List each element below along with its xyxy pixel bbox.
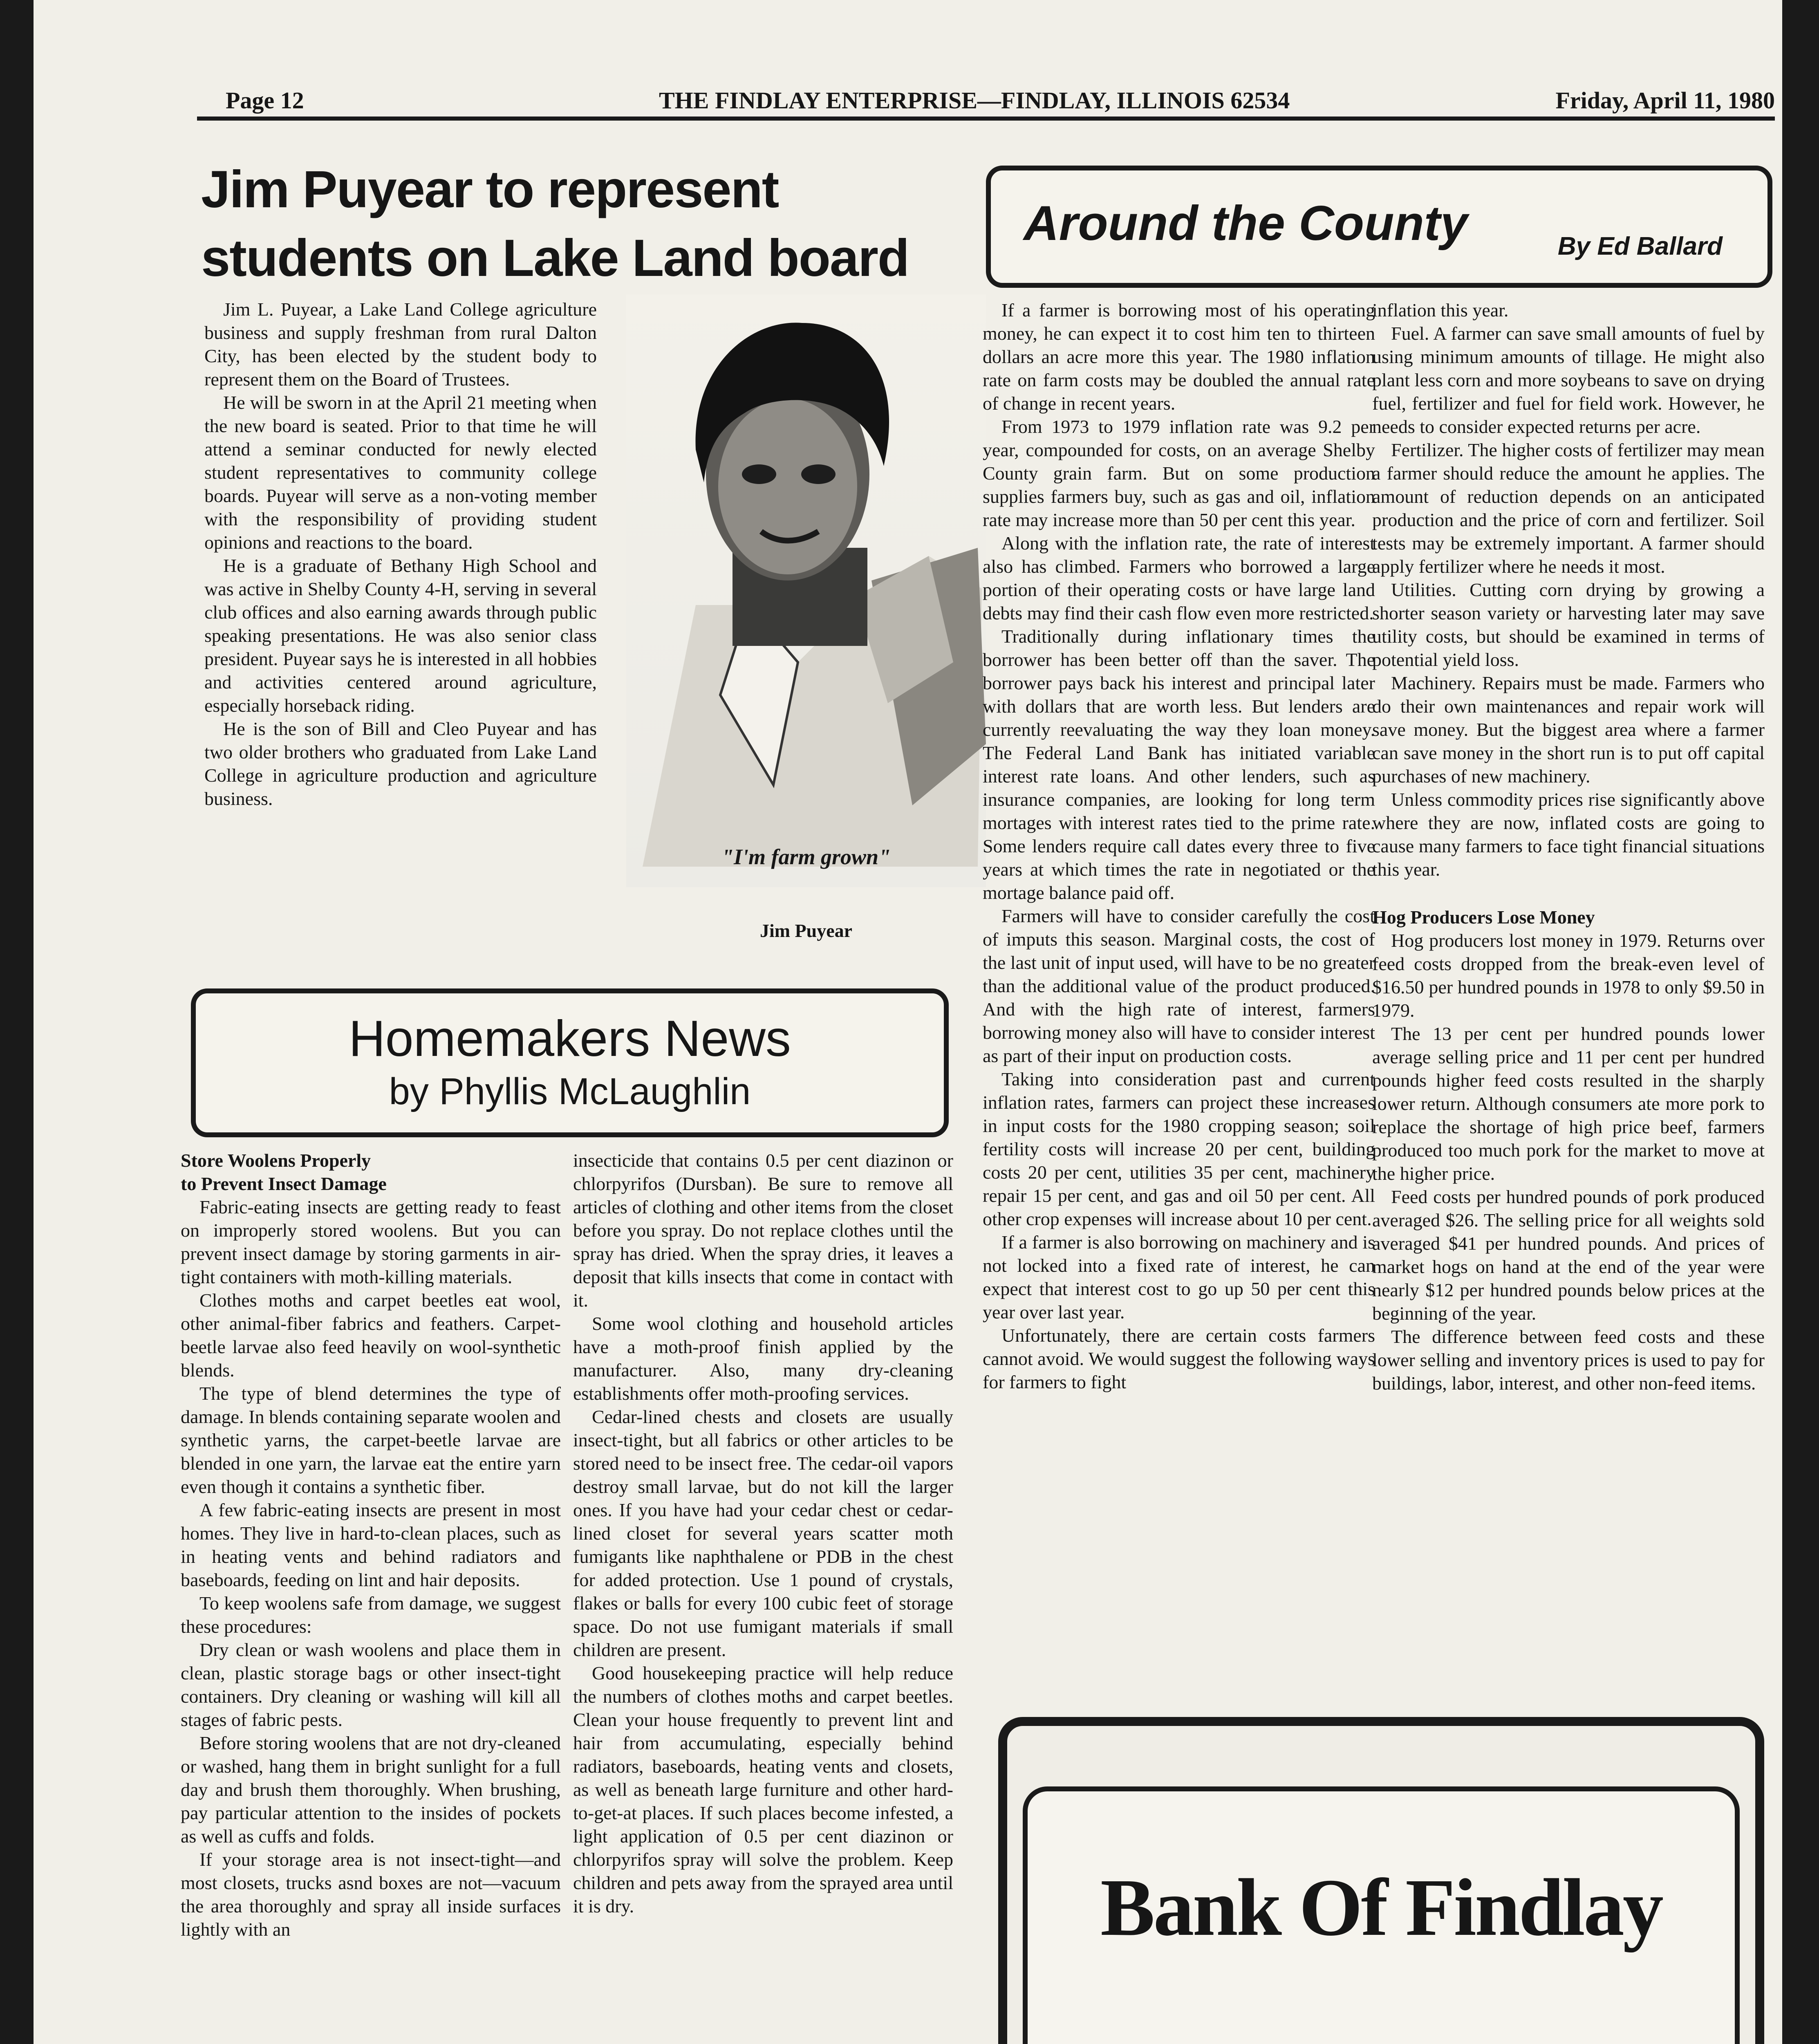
county-paragraph: Traditionally during inflationary times the borrower has been better off than the saver. The borrower pays back his interest and principal later with dollars that are worth less. But lenders are currently reevaluating the way they loan money. The Federal Land Bank has initiated variable interest rate loans. And other lenders, such as insurance companies, are looking for long term mortages with interest rates tied to the prime rate. Some lenders require call dates every three to five years at which times the rate in negotiated or the mortage balance paid off. — [983, 626, 1375, 903]
county-paragraph: Fertilizer. The higher costs of fertilizer may mean a farmer should reduce the amount he applies. The amount of reduction depends on an anticipated production and the price of corn and fertilizer. Soil tests may be extremely important. A farmer should apply fertilizer where he needs it most. — [1372, 439, 1765, 577]
homemakers-paragraph: To keep woolens safe from damage, we suggest these procedures: — [181, 1593, 561, 1637]
homemakers-paragraph: Cedar-lined chests and closets are usually insect-tight, but all fabrics or other articles to be stored need to be insect free. The cedar-oil vapors destroy small larvae, but do not kill the larger ones. If you have had your cedar chest or cedar-lined closet for several years scatter moth fumigants like naphthalene or PDB in the chest for added protection. Use 1 pound of crystals, flakes or balls for every 100 cubic feet of storage space. Do not use fumigant materials if small children are present. — [573, 1406, 953, 1660]
puyear-headline — [201, 155, 978, 293]
photo-caption: Jim Puyear — [759, 920, 853, 941]
homemakers-column-1 — [181, 1149, 561, 2044]
county-column-2 — [1372, 298, 1765, 1684]
photo-quote: "I'm farm grown" — [721, 845, 891, 869]
hog-paragraph: Feed costs per hundred pounds of pork produced averaged $26. The selling price for all weights sold averaged $41 per hundred pounds. And prices of market hogs on hand at the end of the year were nearly $12 per hundred pounds below prices at the beginning of the year. — [1372, 1186, 1765, 1324]
county-paragraph: Unless commodity prices rise significantly above where they are now, inflated costs are going to cause many farmers to face tight financial situations this year. — [1372, 789, 1765, 880]
puyear-article — [204, 298, 597, 944]
bank-ad — [1023, 1786, 1740, 2044]
masthead — [197, 84, 1775, 121]
homemakers-paragraph: If your storage area is not insect-tight—and most closets, trucks asnd boxes are not—vacuum the area thoroughly and spray all inside surfaces lightly with an — [181, 1849, 561, 1940]
page-number: Page 12 — [226, 87, 304, 114]
county-paragraph: Machinery. Repairs must be made. Farmers who do their own maintenances and repair work will save money. But the biggest area where a farmer can save money in the short run is to put off capital purchases of new machinery. — [1372, 672, 1765, 787]
homemakers-paragraph: Fabric-eating insects are getting ready to feast on improperly stored woolens. But you can prevent insect damage by storing garments in air-tight containers with moth-killing materials. — [181, 1197, 561, 1287]
portrait-graphic — [626, 294, 986, 887]
county-paragraph: Along with the inflation rate, the rate of interest also has climbed. Farmers who borrowed a large portion of their operating costs or have large land debts may find their cash flow even more restricted. — [983, 533, 1375, 623]
homemakers-paragraph: insecticide that contains 0.5 per cent diazinon or chlorpyrifos (Dursban). Be sure to remove all articles of clothing and other items from the closet before you spray. Do not replace clothes until the spray has dried. When the spray dries, it leaves a deposit that kills insects that come in contact with it. — [573, 1150, 953, 1311]
paper-name: THE FINDLAY ENTERPRISE—FINDLAY, ILLINOIS 62534 — [659, 87, 1290, 114]
around-county-byline: By Ed Ballard — [1557, 232, 1723, 260]
homemakers-paragraph: Before storing woolens that are not dry-cleaned or washed, hang them in bright sunlight for a full day and brush them thoroughly. When brushing, pay particular attention to the insides of pockets as well as cuffs and folds. — [181, 1732, 561, 1847]
homemakers-title: Homemakers News — [349, 1011, 791, 1067]
county-column-1 — [983, 298, 1375, 1684]
county-paragraph: Unfortunately, there are certain costs farmers cannot avoid. We would suggest the following ways for farmers to fight — [983, 1325, 1375, 1392]
hog-paragraph: The difference between feed costs and these lower selling and inventory prices is used to pay for buildings, labor, interest, and other non-feed items. — [1372, 1326, 1765, 1394]
homemakers-paragraph: A few fabric-eating insects are present in most homes. They live in hard-to-clean places, such as in heating vents and behind radiators and baseboards, feeding on lint and hair deposits. — [181, 1499, 561, 1590]
county-paragraph: Farmers will have to consider carefully the cost of imputs this season. Marginal costs, the cost of the last unit of input used, will have to be no greater than the additional value of the product produced. And with the high rate of interest, farmers borrowing money also will have to consider interest as part of their input on production costs. — [983, 905, 1375, 1066]
puyear-paragraph: Jim L. Puyear, a Lake Land College agriculture business and supply freshman from rural Dalton City, has been elected by the student body to represent them on the Board of Trustees. — [204, 299, 597, 390]
newspaper-page — [34, 0, 1782, 2044]
puyear-headline-line-1: Jim Puyear to represent — [201, 160, 779, 219]
puyear-paragraph: He will be sworn in at the April 21 meeting when the new board is seated. Prior to that time he will attend a seminar conducted for newly elected student representatives to community college boards. Puyear will serve as a non-voting member with the responsibility of providing student opinions and reactions to the board. — [204, 392, 597, 553]
homemakers-subhead-1: Store Woolens Properly — [181, 1150, 371, 1171]
county-paragraph: If a farmer is also borrowing on machinery and is not locked into a fixed rate of interest, he can expect that interest cost to go up 50 per cent this year over last year. — [983, 1232, 1375, 1322]
puyear-headline-line-2: students on Lake Land board — [201, 229, 909, 287]
bank-ad-title: Bank Of Findlay — [1100, 1862, 1662, 1953]
issue-date: Friday, April 11, 1980 — [1555, 87, 1775, 114]
county-paragraph: inflation this year. — [1372, 300, 1509, 320]
homemakers-column-2 — [573, 1149, 953, 2044]
county-paragraph: Fuel. A farmer can save small amounts of fuel by using minimum amounts of tillage. He might also plant less corn and more soybeans to save on drying fuel, fertilizer and fuel for field work. However, he needs to consider expected returns per acre. — [1372, 323, 1765, 437]
county-paragraph: From 1973 to 1979 inflation rate was 9.2 per year, compounded for costs, on an average Shelby County grain farm. But on some production supplies farmers buy, such as gas and oil, inflation rate may increase more than 50 per cent this year. — [983, 416, 1375, 530]
homemakers-paragraph: Dry clean or wash woolens and place them in clean, plastic storage bags or other insect-tight containers. Dry cleaning or washing will kill all stages of fabric pests. — [181, 1639, 561, 1730]
county-paragraph: Utilities. Cutting corn drying by growing a shorter season variety or harvesting later may save utility costs, but should be examined in terms of potential yield loss. — [1372, 579, 1765, 670]
puyear-paragraph: He is the son of Bill and Cleo Puyear and has two older brothers who graduated from Lake Land College in agriculture production and agriculture business. — [204, 718, 597, 809]
homemakers-header — [191, 988, 949, 1137]
around-county-title: Around the County — [1024, 196, 1468, 251]
homemakers-paragraph: Some wool clothing and household articles have a moth-proof finish applied by the manufacturer. Also, many dry-cleaning establishments offer moth-proofing services. — [573, 1313, 953, 1404]
homemakers-paragraph: Good housekeeping practice will help reduce the numbers of clothes moths and carpet beetles. Clean your house frequently to prevent lint and hair from accumulating, especially behind radiators, baseboards, heating vents and closets, as well as beneath large furniture and other hard-to-get-at places. If such places become infested, a light application of 0.5 per cent diazinon or chlorpyrifos spray will solve the problem. Keep children and pets away from the sprayed area until it is dry. — [573, 1663, 953, 1916]
homemakers-byline: by Phyllis McLaughlin — [389, 1071, 751, 1112]
hog-paragraph: The 13 per cent per hundred pounds lower average selling price and 11 per cent per hundred pounds higher feed costs resulted in the sharply lower return. Although consumers ate more pork to replace the shortage of high price beef, farmers produced too much pork for the market to move at the higher price. — [1372, 1023, 1765, 1184]
homemakers-subhead-2: to Prevent Insect Damage — [181, 1173, 387, 1194]
puyear-photo — [626, 294, 986, 887]
homemakers-paragraph: Clothes moths and carpet beetles eat wool, other animal-fiber fabrics and feathers. Carpet-beetle larvae also feed heavily on wool-synthetic blends. — [181, 1290, 561, 1381]
hog-subhead: Hog Producers Lose Money — [1372, 907, 1595, 928]
around-county-header — [986, 166, 1772, 288]
county-paragraph: If a farmer is borrowing most of his operating money, he can expect it to cost him ten to thirteen dollars an acre more this year. The 1980 inflation rate on farm costs may be doubled the annual rate of change in recent years. — [983, 300, 1375, 414]
county-paragraph: Taking into consideration past and current inflation rates, farmers can project these increases in input costs for the 1980 cropping season; soil fertility costs will increase 20 per cent, building costs 20 per cent, utilities 35 per cent, machinery repair 15 per cent, and gas and oil 50 per cent. All other crop expenses will increase about 10 per cent. — [983, 1069, 1375, 1229]
hog-paragraph: Hog producers lost money in 1979. Returns over feed costs dropped from the break-even level of $16.50 per hundred pounds in 1978 to only $9.50 in 1979. — [1372, 930, 1765, 1021]
homemakers-paragraph: The type of blend determines the type of damage. In blends containing separate woolen and synthetic yarns, the carpet-beetle larvae are blended in one yarn, the larvae eat the entire yarn even though it contains a synthetic fiber. — [181, 1383, 561, 1497]
puyear-paragraph: He is a graduate of Bethany High School and was active in Shelby County 4-H, serving in several club offices and also earning awards through public speaking presentations. He was also senior class president. Puyear says he is interested in all hobbies and activities centered around agriculture, especially horseback riding. — [204, 555, 597, 716]
